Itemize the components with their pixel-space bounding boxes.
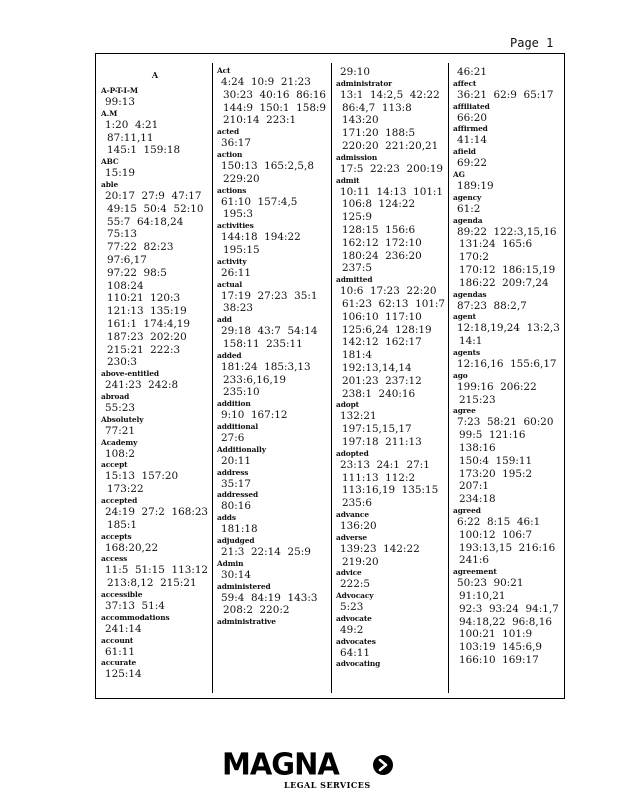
index-entry (101, 392, 209, 415)
index-term: advance (336, 509, 369, 519)
index-page-line-refs: 199:16 206:22 215:23 (457, 380, 537, 406)
index-page-line-refs: 222:5 (340, 578, 370, 591)
index-page-line-refs: 15:19 (105, 167, 135, 180)
index-entry (453, 79, 563, 102)
index-page-line-refs: 29:18 43:7 54:14 158:11 235:11 (221, 325, 318, 350)
index-term: Act (217, 66, 231, 75)
index-term: agency (453, 192, 482, 202)
index-term: accepts (101, 531, 132, 541)
index-entry (217, 66, 329, 127)
index-page-line-refs: 26:11 (221, 266, 251, 279)
index-page-line-refs: 136:20 (340, 519, 377, 532)
index-entry (336, 510, 446, 533)
index-page-line-refs: 27:6 (221, 431, 245, 444)
index-page-line-refs: 36:21 62:9 65:17 (457, 88, 554, 101)
index-entry (217, 445, 329, 468)
index-term: add (217, 315, 232, 325)
index-term: accommodations (101, 612, 170, 622)
index-page-line-refs: 69:22 (457, 157, 487, 170)
index-page-line-refs: 77:21 (105, 424, 135, 437)
index-page-line-refs: 59:4 84:19 143:3 208:2 220:2 (221, 591, 318, 617)
index-term: advice (336, 568, 362, 578)
index-term: admitted (336, 275, 373, 285)
index-entry (101, 157, 209, 180)
index-page-line-refs: 10:11 14:13 101:1 106:8 124:22 125:9 128:15 156:6 162:12 172:10 180:24 236:20 237:5 (340, 185, 444, 275)
index-term: Advocacy (336, 591, 374, 601)
index-entry (101, 109, 209, 157)
index-entry (336, 533, 446, 569)
index-page-line-refs: 24:19 27:2 168:23 185:1 (105, 505, 209, 531)
index-term: AG (453, 169, 465, 179)
index-term: Absolutely (101, 414, 144, 424)
index-term: affect (453, 78, 477, 88)
index-page-line-refs: 46:21 (457, 66, 487, 78)
index-entry (336, 400, 446, 448)
index-page-line-refs: 108:2 (105, 447, 135, 460)
index-page-line-refs: 168:20,22 (105, 541, 159, 554)
index-page-line-refs: 37:13 51:4 (105, 599, 165, 612)
index-page-line-refs: 6:22 8:15 46:1 100:12 106:7 193:13,15 216:16 241:6 (457, 515, 556, 567)
index-page-line-refs: 132:21 197:15,15,17 197:18 211:13 (340, 410, 422, 448)
index-page-line-refs: 150:13 165:2,5,8 229:20 (221, 159, 314, 185)
index-entry (453, 567, 563, 667)
index-entry (453, 193, 563, 216)
index-term: admission (336, 152, 378, 162)
index-page-line-refs: 7:23 58:21 60:20 99:5 121:16 138:16 150:4 159:11 173:20 195:2 207:1 234:18 (457, 416, 554, 506)
index-term: abroad (101, 391, 130, 401)
index-page-line-refs: 61:11 (105, 645, 135, 658)
index-page-line-refs: 181:18 (221, 523, 258, 536)
index-page-line-refs: 80:16 (221, 500, 251, 513)
index-entry (101, 369, 209, 392)
circle-chevron-right-icon (372, 754, 394, 776)
index-term: administrator (336, 78, 392, 88)
index-term: Additionally (217, 444, 266, 454)
index-term: ABC (101, 157, 119, 167)
logo-wordmark: MAGNA (222, 746, 339, 782)
index-term: address (217, 467, 249, 477)
index-page-line-refs: 35:17 (221, 477, 251, 490)
magna-logo (222, 748, 396, 794)
index-term: activities (217, 221, 254, 231)
index-term: afield (453, 147, 476, 157)
index-entry (101, 590, 209, 613)
index-term: agenda (453, 215, 483, 225)
index-entry (217, 351, 329, 399)
index-page-line-refs: 20:11 (221, 454, 251, 467)
index-entry (101, 438, 209, 461)
word-index-box (95, 53, 565, 699)
index-term: actions (217, 185, 247, 195)
page-number: Page 1 (510, 36, 554, 50)
index-term: accepted (101, 495, 138, 505)
index-term: added (217, 350, 242, 360)
index-entry (336, 176, 446, 276)
index-page-line-refs: 20:17 27:9 47:17 49:15 50:4 52:10 55:7 64:18,24 75:13 77:22 82:23 97:6,17 97:22 98:5 108:24 110:21 120:3 121:13 135:19 161:1 174:4,19 187:23 202:20 215:21 222:3 230:3 (105, 189, 204, 369)
index-page-line-refs: 10:6 17:23 22:20 61:23 62:13 101:7 106:10 117:10 125:6,24 128:19 142:12 162:17 181:4 192:13,14,14 201:23 237:12 238:1 240:16 (340, 285, 446, 400)
index-entry (217, 280, 329, 316)
index-entry (217, 399, 329, 422)
index-entry (101, 86, 209, 109)
index-term: affiliated (453, 101, 490, 111)
index-page-line-refs: 50:23 90:21 91:10,21 92:3 93:24 94:1,7 94:18,22 96:8,16 100:21 101:9 103:19 145:6,9 166:10 169:17 (457, 577, 559, 666)
index-page-line-refs: 1:20 4:21 87:11,11 145:1 159:18 (105, 118, 181, 157)
index-page-line-refs: 29:10 (340, 66, 370, 78)
index-page-line-refs: 17:19 27:23 35:1 38:23 (221, 289, 318, 315)
index-page-line-refs: 13:1 14:2,5 42:22 86:4,7 113:8 143:20 171:20 188:5 220:20 221:20,21 (340, 88, 440, 152)
index-entry (453, 66, 563, 79)
index-page-line-refs: 99:13 (105, 96, 135, 108)
index-column-4 (453, 66, 563, 667)
index-entry (217, 617, 329, 627)
index-page-line-refs: 61:2 (457, 202, 481, 215)
index-page-line-refs: 64:11 (340, 646, 370, 659)
index-page-line-refs: 17:5 22:23 200:19 (340, 162, 444, 175)
index-entry (336, 568, 446, 591)
index-term: accessible (101, 589, 143, 599)
index-column-2 (217, 66, 329, 627)
index-page-line-refs: 5:23 (340, 601, 364, 614)
index-entry (217, 186, 329, 222)
index-term: agree (453, 406, 476, 416)
index-entry (453, 406, 563, 506)
index-entry (217, 315, 329, 351)
index-term: adopt (336, 400, 359, 410)
index-term: advocate (336, 613, 372, 623)
index-page-line-refs: 11:5 51:15 113:12 213:8,12 215:21 (105, 564, 209, 590)
index-term: A-P-T-I-M (101, 86, 138, 95)
index-entry (101, 532, 209, 555)
index-page-line-refs: 144:18 194:22 195:15 (221, 231, 301, 256)
index-term: A.M (101, 108, 118, 118)
index-term: adds (217, 513, 236, 523)
index-term: addition (217, 399, 251, 409)
index-term: activity (217, 256, 247, 266)
index-entry (336, 79, 446, 153)
index-term: action (217, 149, 243, 159)
index-page-line-refs: 41:14 (457, 134, 487, 147)
index-entry (336, 637, 446, 660)
index-term: agendas (453, 289, 487, 299)
index-term: actual (217, 279, 243, 289)
index-term: Academy (101, 437, 138, 447)
index-entry (217, 221, 329, 257)
index-entry (101, 496, 209, 532)
column-divider (212, 63, 213, 693)
index-entry (453, 147, 563, 170)
index-entry (453, 371, 563, 407)
index-page-line-refs: 181:24 185:3,13 233:6,16,19 235:10 (221, 360, 311, 399)
index-column-1 (101, 66, 209, 681)
index-letter-heading: A (151, 70, 159, 80)
index-entry (453, 170, 563, 193)
index-page-line-refs: 55:23 (105, 401, 135, 414)
index-term: adjudged (217, 535, 255, 545)
index-page-line-refs: 139:23 142:22 219:20 (340, 542, 420, 568)
index-page-line-refs: 12:18,19,24 13:2,3 14:1 (457, 322, 560, 348)
index-entry (453, 312, 563, 348)
index-term: addressed (217, 490, 259, 500)
index-term: above-entitled (101, 369, 159, 379)
index-page-line-refs: 61:10 157:4,5 195:3 (221, 195, 305, 221)
index-term: Admin (217, 558, 244, 568)
column-divider (331, 63, 332, 693)
index-term: agent (453, 312, 476, 322)
index-page-line-refs: 23:13 24:1 27:1 111:13 112:2 113:16,19 135:15 235:6 (340, 458, 439, 510)
index-entry (217, 582, 329, 618)
index-entry (453, 102, 563, 125)
index-term: advocates (336, 636, 376, 646)
logo-tagline: LEGAL SERVICES (284, 780, 371, 790)
index-entry (336, 153, 446, 176)
index-entry (101, 636, 209, 659)
index-term: agreed (453, 505, 481, 515)
index-term: admit (336, 175, 360, 185)
index-entry (217, 127, 329, 150)
index-entry (453, 124, 563, 147)
index-page-line-refs: 189:19 (457, 179, 494, 192)
index-entry (336, 66, 446, 79)
index-entry (336, 275, 446, 400)
index-term: agreement (453, 567, 497, 577)
index-entry (453, 216, 563, 290)
index-entry (217, 559, 329, 582)
index-entry (336, 659, 446, 669)
index-term: accurate (101, 658, 137, 668)
index-term: affirmed (453, 124, 488, 134)
index-page-line-refs: 4:24 10:9 21:23 30:23 40:16 86:16 144:9 150:1 158:9 210:14 223:1 (221, 76, 327, 127)
index-page-line-refs: 12:16,16 155:6,17 (457, 357, 557, 370)
index-entry (217, 536, 329, 559)
index-term: administrative (217, 617, 276, 627)
index-entry (336, 449, 446, 510)
index-entry (453, 506, 563, 567)
index-entry (101, 554, 209, 590)
index-term: adopted (336, 448, 369, 458)
index-entry (217, 513, 329, 536)
index-term: account (101, 635, 134, 645)
index-entry (217, 468, 329, 491)
index-entry (336, 591, 446, 614)
index-entry (101, 613, 209, 636)
index-page-line-refs: 241:14 (105, 622, 142, 635)
index-term: ago (453, 370, 468, 380)
index-page-line-refs: 9:10 167:12 (221, 409, 288, 422)
column-divider (448, 63, 449, 693)
index-page-line-refs: 30:14 (221, 568, 251, 581)
index-term: accept (101, 460, 128, 470)
index-page-line-refs: 36:17 (221, 137, 251, 150)
index-page-line-refs: 66:20 (457, 111, 487, 124)
index-page-line-refs: 241:23 242:8 (105, 379, 179, 392)
index-term: able (101, 179, 119, 189)
index-page-line-refs: 49:2 (340, 623, 364, 636)
index-term: access (101, 554, 128, 564)
index-page-line-refs: 21:3 22:14 25:9 (221, 545, 311, 558)
index-column-3 (336, 66, 446, 669)
index-entry (101, 658, 209, 681)
index-term: agents (453, 347, 481, 357)
index-entry (217, 257, 329, 280)
index-entry (336, 614, 446, 637)
index-entry (101, 415, 209, 438)
index-term: advocating (336, 659, 381, 669)
index-term: adverse (336, 532, 368, 542)
index-entry (217, 490, 329, 513)
index-entry (101, 460, 209, 496)
index-entry (101, 180, 209, 369)
index-term: acted (217, 127, 240, 137)
index-page-line-refs: 87:23 88:2,7 (457, 299, 527, 312)
index-term: additional (217, 421, 259, 431)
index-entry (453, 290, 563, 313)
index-entry (453, 348, 563, 371)
index-entry (217, 422, 329, 445)
index-page-line-refs: 15:13 157:20 173:22 (105, 470, 185, 496)
index-page-line-refs: 89:22 122:3,15,16 131:24 165:6 170:2 170:12 186:15,19 186:22 209:7,24 (457, 225, 557, 289)
index-page-line-refs: 125:14 (105, 668, 142, 681)
index-term: administered (217, 581, 271, 591)
index-entry (217, 150, 329, 186)
